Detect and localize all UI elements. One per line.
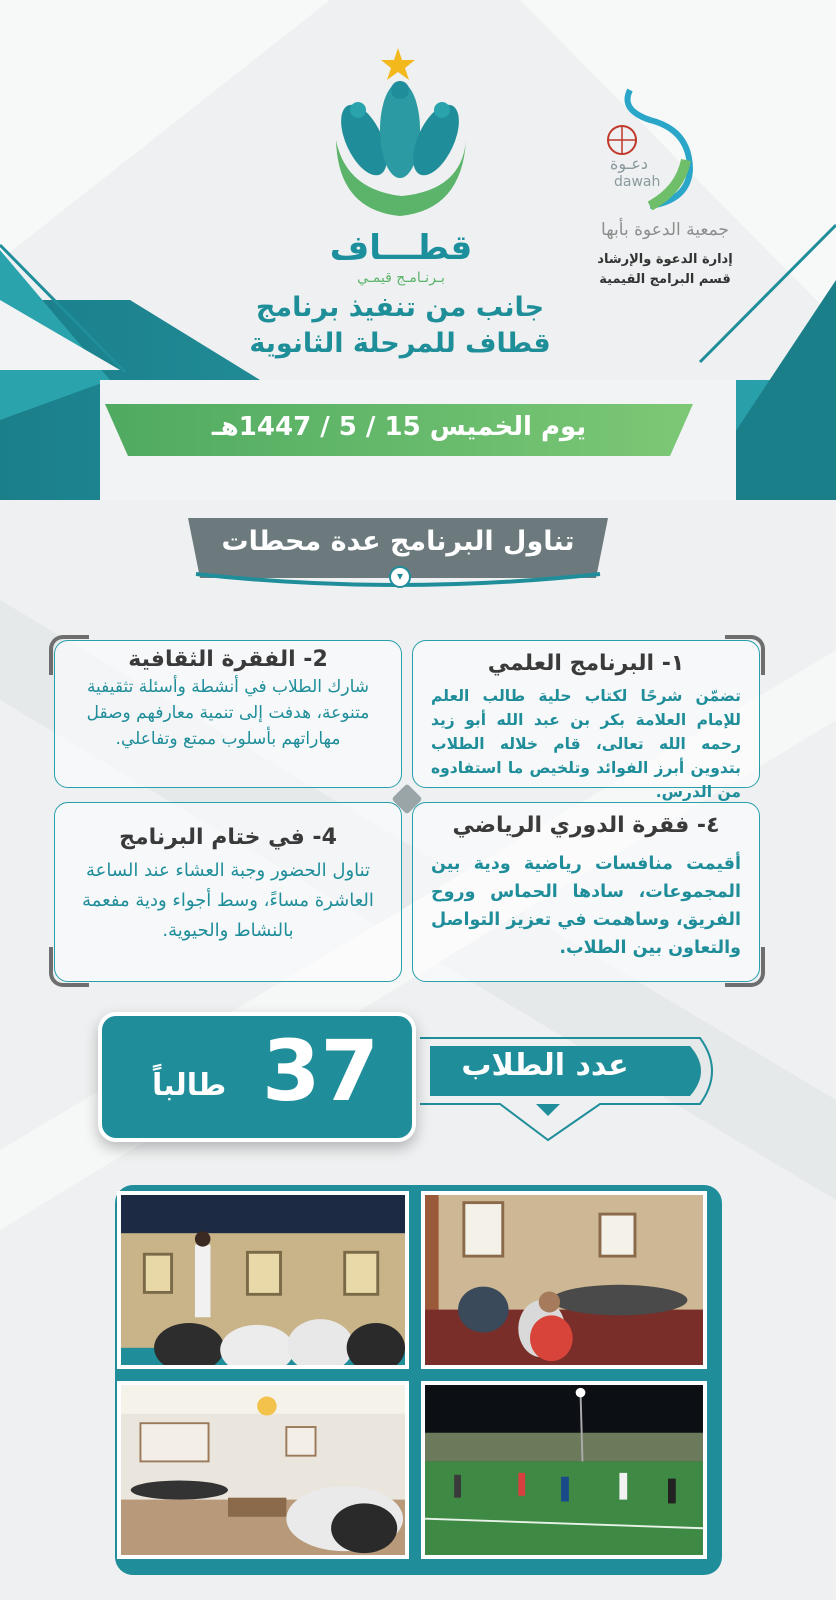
qitaf-name: قطـــاف — [329, 228, 473, 268]
photo-gallery — [115, 1185, 722, 1575]
card-cultural-segment — [54, 640, 402, 788]
page-headline — [240, 290, 560, 362]
dawah-signature: جمعية الدعوة بأبها — [601, 220, 729, 240]
students-label: عدد الطلاب — [461, 1048, 629, 1083]
dawah-english-wordmark: dawah — [614, 174, 661, 190]
photo-indoor-session — [421, 1191, 707, 1369]
photo-evening-courtyard — [117, 1191, 409, 1369]
dawah-section: قسم البرامج القيمية — [599, 272, 731, 287]
card-program-closing — [54, 802, 402, 982]
card-sports-league — [412, 802, 760, 982]
card-body: تناول الحضور وجبة العشاء عند الساعة العاشرة مساءً، وسط أجواء ودية مفعمة بالنشاط والحيوية. — [82, 860, 374, 941]
photo-majlis-hall — [117, 1381, 409, 1559]
dawah-emblem — [590, 80, 740, 220]
dawah-logo — [590, 80, 740, 300]
qitaf-subtitle: بـرنـامـج قيمـي — [357, 270, 445, 286]
star-icon — [381, 48, 415, 80]
event-date: يوم الخميس 15 / 5 / 1447هـ — [211, 412, 587, 442]
headline-line-1: جانب من تنفيذ برنامج — [255, 292, 545, 323]
card-body: أقيمت منافسات رياضية ودية بين المجموعات، سادها الحماس وروح الفريق، وساهمت في تعزيز التواصل والتعاون بين الطلاب. — [431, 854, 741, 958]
card-body: شارك الطلاب في أنشطة وأسئلة تثقيفية متنوعة، هدفت إلى تنمية معارفهم وصقل مهاراتهم بأسلوب ممتع وتفاعلي. — [86, 677, 370, 749]
date-bar — [105, 404, 693, 456]
card-title: ٤- فقرة الدوري الرياضي — [452, 813, 720, 838]
qitaf-logo — [316, 40, 486, 290]
card-body: تضمّن شرحًا لكتاب حلية طالب العلم للإمام العلامة بكر بن عبد الله أبو زيد رحمه الله تعالى، قام خلاله الطلاب بتدوين أبرز الفوائد وتلخيص ما استفادوه من الدرس. — [431, 687, 741, 801]
headline-line-2: قطاف للمرحلة الثانوية — [249, 328, 551, 359]
students-unit: طالباً — [152, 1068, 227, 1103]
qitaf-emblem — [316, 40, 486, 230]
chevron-down-icon: ▾ — [389, 566, 411, 588]
dawah-arabic-wordmark: دعـوة — [610, 154, 649, 173]
students-count: 37 — [262, 1022, 379, 1120]
card-title: 2- الفقرة الثقافية — [128, 647, 328, 672]
students-label-banner — [420, 1040, 708, 1098]
dawah-department: إدارة الدعوة والإرشاد — [597, 252, 733, 267]
card-title: ١- البرنامج العلمي — [487, 651, 685, 676]
students-count-box — [98, 1012, 416, 1142]
stations-title: تناول البرنامج عدة محطات — [221, 526, 575, 557]
photo-football-field — [421, 1381, 707, 1559]
card-scientific-program — [412, 640, 760, 801]
card-title: 4- في ختام البرنامج — [119, 825, 337, 850]
